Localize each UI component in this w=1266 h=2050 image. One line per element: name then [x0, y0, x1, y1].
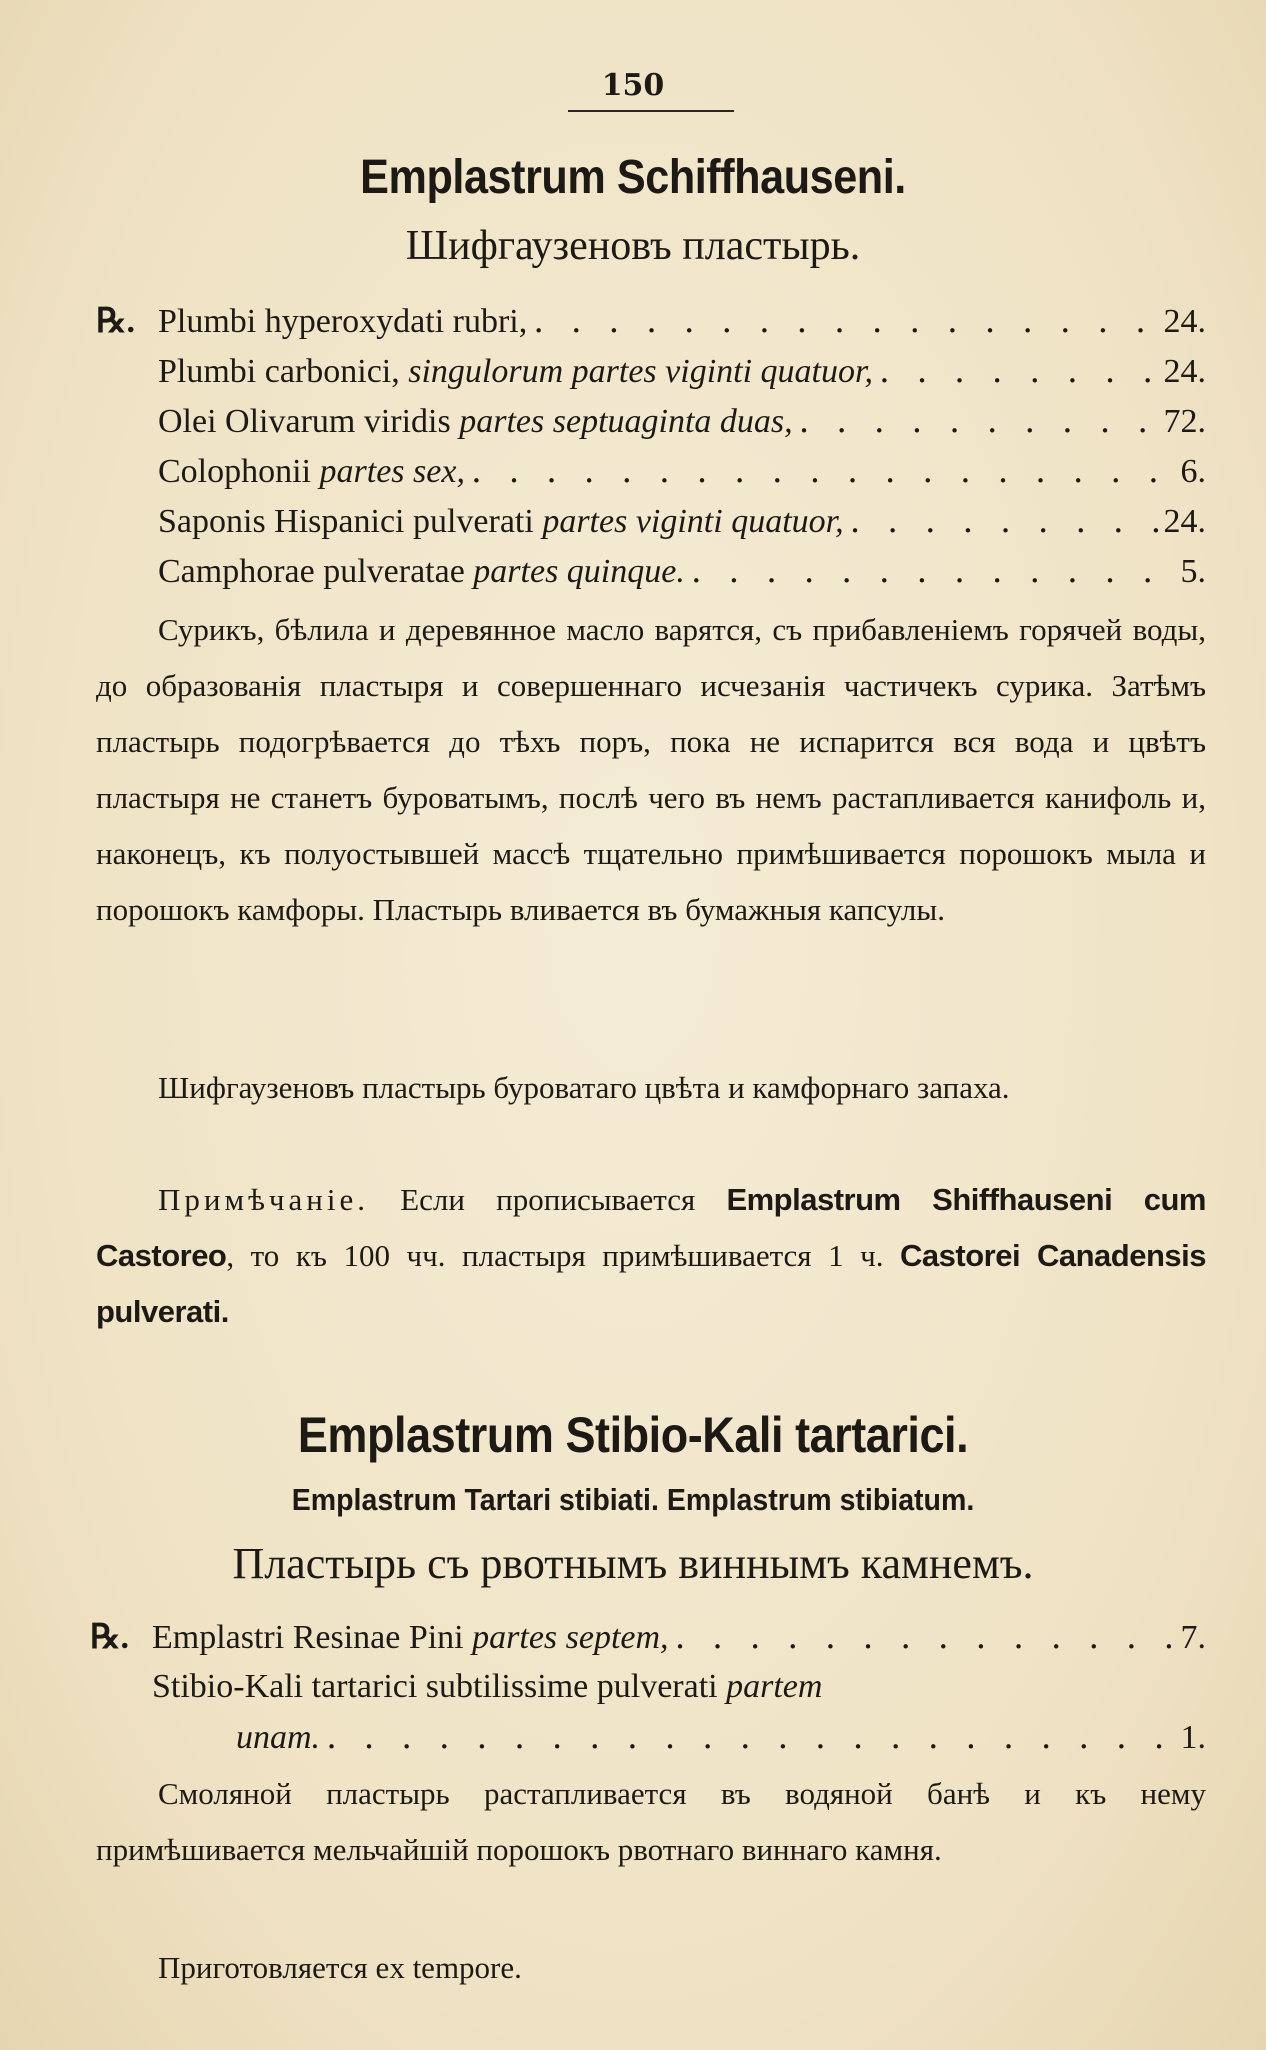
recipe-symbol: ℞.	[96, 303, 135, 340]
ingredient-amount: 6.	[1180, 453, 1206, 490]
recipe-row	[96, 346, 1206, 396]
ingredient-name: Olei Olivarum viridis partes septuaginta duas,	[158, 403, 793, 440]
ingredient-amount: 72.	[1163, 403, 1206, 440]
recipe-row	[96, 496, 1206, 546]
ingredient-name: Emplastri Resinae Pini partes septem,	[152, 1619, 669, 1656]
recipe-row	[90, 1712, 1206, 1762]
ingredient-name: Camphorae pulveratae partes quinque.	[158, 553, 685, 590]
recipe-row	[90, 1612, 1206, 1662]
ingredient-quantity: unam.	[236, 1719, 321, 1756]
description-paragraph: Шифгаузеновъ пластырь буроватаго цвѣта и камфорнаго запаха.	[158, 1070, 1010, 1105]
usage-paragraph: Приготовляется ex tempore.	[158, 1950, 522, 1985]
recipe-row	[96, 446, 1206, 496]
recipe-list	[90, 1612, 1206, 1762]
note-paragraph: Примѣчаніе. Если прописывается Emplastrum Shiffhauseni cum Castoreo, то къ 100 чч. пластыря примѣшивается 1 ч. Castorei Canadensis pulverati.	[96, 1182, 1206, 1329]
page-number: 150	[601, 68, 665, 103]
leader-dots	[527, 296, 1163, 346]
recipe-row	[96, 296, 1206, 346]
section-title-russian: Шифгаузеновъ пластырь.	[405, 223, 861, 269]
recipe-row	[90, 1662, 1206, 1712]
leader-dots	[793, 396, 1164, 446]
ingredient-quantity: partes septuaginta duas,	[459, 403, 793, 440]
preparation-paragraph: Сурикъ, бѣлила и деревянное масло варятся, съ прибавленіемъ горячей воды, до образованія пластыря и совершеннаго исчезанія частичекъ сурика. Затѣмъ пластырь подогрѣвается до тѣхъ поръ, пока не испарится вся вода и цвѣтъ пластыря не станетъ буроватымъ, послѣ чего въ немъ растапливается канифоль и, наконецъ, къ полуостывшей массѣ тщательно примѣшивается порошокъ мыла и порошокъ камфоры. Пластырь вливается въ бумажныя капсулы.	[96, 612, 1206, 927]
ingredient-amount: 24.	[1163, 503, 1206, 540]
recipe-row	[96, 396, 1206, 446]
ingredient-name: Plumbi hyperoxydati rubri,	[158, 303, 528, 340]
recipe-symbol: ℞.	[90, 1619, 129, 1656]
ingredient-name: Saponis Hispanici pulverati partes viginti quatuor,	[158, 503, 844, 540]
ingredient-quantity: partes viginti quatuor,	[542, 503, 844, 540]
note-latin-name: Emplastrum Shiffhauseni cum Castoreo	[96, 1182, 1206, 1273]
ingredient-quantity: partes sex,	[319, 453, 465, 490]
ingredient-quantity: partes quinque.	[473, 553, 685, 590]
ingredient-amount: 1.	[1180, 1719, 1206, 1756]
leader-dots	[685, 546, 1181, 596]
leader-dots	[465, 446, 1181, 496]
preparation-paragraph: Смоляной пластырь растапливается въ водяной банѣ и къ нему примѣшивается мельчайшій порошокъ рвотнаго виннаго камня.	[96, 1776, 1206, 1867]
note-label: Примѣчаніе.	[158, 1182, 369, 1217]
note-latin-ingredient: Castorei Canadensis pulverati.	[96, 1238, 1206, 1329]
section-title-latin: Emplastrum Stibio-Kali tartarici.	[297, 1407, 969, 1463]
section-synonyms: Emplastrum Tartari stibiati. Emplastrum stibiatum.	[291, 1482, 975, 1517]
page-number-rule	[568, 110, 734, 112]
section-title-russian: Пластырь съ рвотнымъ виннымъ камнемъ.	[232, 1539, 1034, 1588]
ingredient-amount: 24.	[1163, 353, 1206, 390]
ingredient-amount: 5.	[1180, 553, 1206, 590]
ingredient-quantity: singulorum partes viginti quatuor,	[408, 353, 873, 390]
leader-dots	[844, 496, 1164, 546]
section-title-latin: Emplastrum Schiffhauseni.	[360, 151, 906, 204]
ingredient-amount: 7.	[1180, 1619, 1206, 1656]
ingredient-name: Stibio-Kali tartarici subtilissime pulverati partem	[152, 1668, 823, 1705]
recipe-row	[96, 546, 1206, 596]
leader-dots	[320, 1712, 1180, 1762]
ingredient-name: Plumbi carbonici, singulorum partes viginti quatuor,	[158, 353, 873, 390]
recipe-list	[96, 296, 1206, 596]
leader-dots	[873, 346, 1164, 396]
ingredient-quantity: partem	[726, 1668, 823, 1705]
ingredient-quantity: partes septem,	[472, 1619, 669, 1656]
leader-dots	[669, 1612, 1181, 1662]
ingredient-amount: 24.	[1163, 303, 1206, 340]
ingredient-name: Colophonii partes sex,	[158, 453, 465, 490]
